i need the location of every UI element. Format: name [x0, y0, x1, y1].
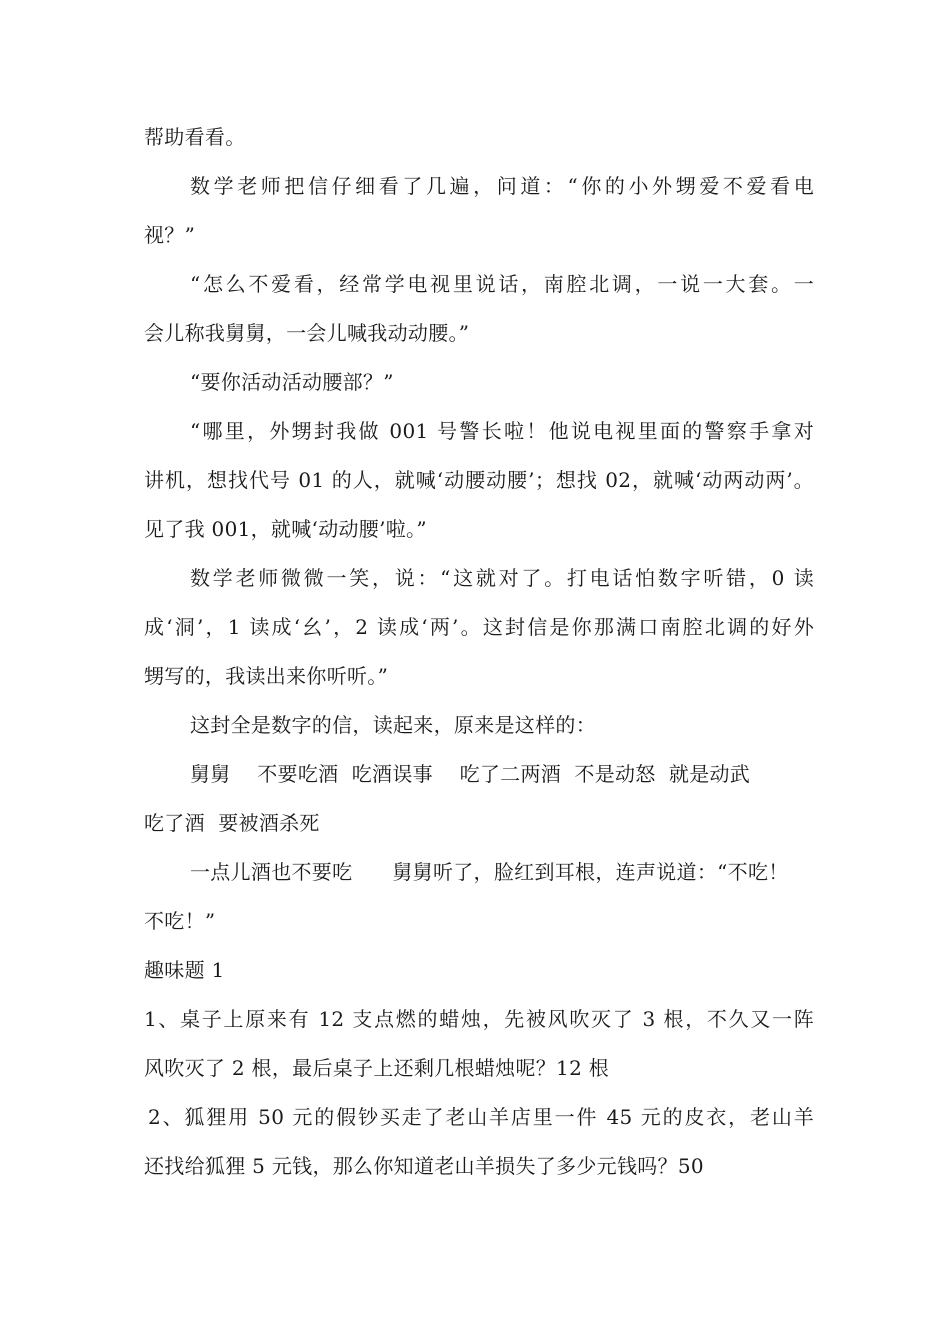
text-line: 数学老师把信仔细看了几遍，问道：“你的小外甥爱不爱看电 — [190, 174, 814, 198]
text-line: 成‘洞’，1 读成‘幺’，2 读成‘两’。这封信是你那满口南腔北调的好外 — [144, 615, 814, 639]
text-line: “哪里，外甥封我做 001 号警长啦！他说电视里面的警察手拿对 — [190, 419, 814, 443]
text-line: 舅舅 不要吃酒 吃酒误事 吃了二两酒 不是动怒 就是动武 — [190, 762, 751, 786]
text-line: “要你活动活动腰部？” — [190, 370, 394, 394]
text-line: 视？” — [144, 223, 196, 247]
section-heading: 趣味题 1 — [144, 958, 225, 982]
text-line: 甥写的，我读出来你听听。” — [144, 664, 389, 688]
text-line: 讲机，想找代号 01 的人，就喊‘动腰动腰’；想找 02，就喊‘动两动两’。 — [144, 468, 814, 492]
text-line: 帮助看看。 — [144, 125, 246, 149]
text-line: 还找给狐狸 5 元钱，那么你知道老山羊损失了多少元钱吗？50 — [144, 1154, 704, 1178]
text-line: 这封全是数字的信，读起来，原来是这样的： — [190, 713, 596, 737]
text-line: 1、桌子上原来有 12 支点燃的蜡烛，先被风吹灭了 3 根，不久又一阵 — [144, 1007, 814, 1031]
text-line: 数学老师微微一笑，说：“这就对了。打电话怕数字听错，0 读 — [190, 566, 814, 590]
text-line: “怎么不爱看，经常学电视里说话，南腔北调，一说一大套。一 — [190, 272, 814, 296]
text-line: 不吃！” — [144, 909, 216, 933]
text-line: 风吹灭了 2 根，最后桌子上还剩几根蜡烛呢？12 根 — [144, 1056, 610, 1080]
text-line: 见了我 001，就喊‘动动腰’啦。” — [144, 517, 427, 541]
text-line: 一点儿酒也不要吃 舅舅听了，脸红到耳根，连声说道：“不吃！ — [190, 860, 789, 884]
text-line: 会儿称我舅舅，一会儿喊我动动腰。” — [144, 321, 470, 345]
text-line: 吃了酒 要被酒杀死 — [144, 811, 320, 835]
text-line: 2、狐狸用 50 元的假钞买走了老山羊店里一件 45 元的皮衣，老山羊 — [148, 1105, 814, 1129]
